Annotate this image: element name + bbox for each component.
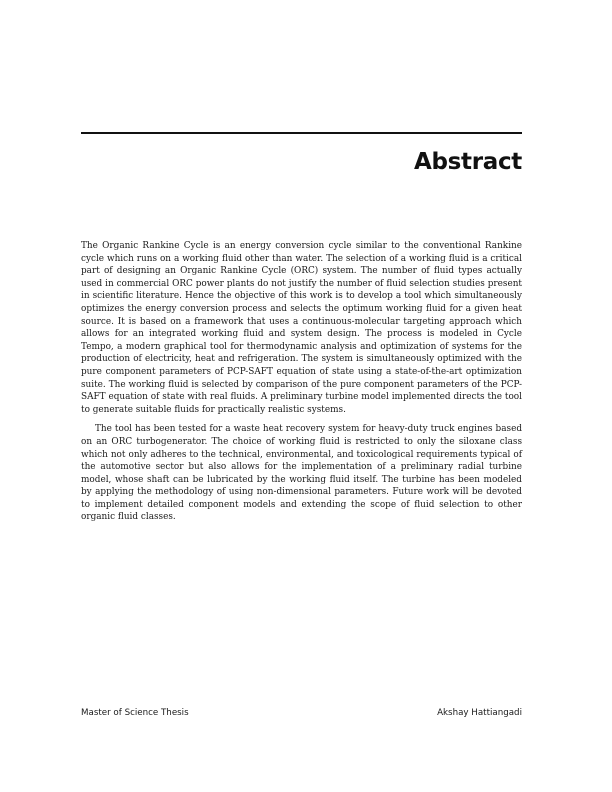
abstract-paragraph-1: The Organic Rankine Cycle is an energy conversion cycle similar to the conventional Rankine cycle which runs on a working fluid other than water. The selection of a working fluid is a critical part of designing an Organic Rankine Cycle (ORC) system. The number of fluid types actually used in commercial ORC power plants do not justify the number of fluid selection studies present in scientific literature. Hence the objective of this work is to develop a tool which simultaneously optimizes the energy conversion process and selects the optimum working fluid for a given heat source. It is based on a framework that uses a continuous-molecular targeting approach which allows for an integrated working fluid and system design. The process is modeled in Cycle Tempo, a modern graphical tool for thermodynamic analysis and optimization of systems for the production of electricity, heat and refrigeration. The system is simultaneously optimized with the pure component parameters of PCP-SAFT equation of state using a state-of-the-art optimization suite. The working fluid is selected by comparison of the pure component parameters of the PCP-SAFT equation of state with real fluids. A preliminary turbine model implemented directs the tool to generate suitable fluids for practically realistic systems.	[81, 241, 522, 415]
footer-thesis-label: Master of Science Thesis	[81, 708, 189, 718]
abstract-paragraph-2: The tool has been tested for a waste heat recovery system for heavy-duty truck engines based on an ORC turbogenerator. The choice of working fluid is restricted to only the siloxane class which not only adheres to the technical, environmental, and toxicological requirements typical of the automotive sector but also allows for the implementation of a preliminary radial turbine model, whose shaft can be lubricated by the working fluid itself. The turbine has been modeled by applying the methodology of using non-dimensional parameters. Future work will be devoted to implement detailed component models and extending the scope of fluid selection to other organic fluid classes.	[81, 424, 522, 523]
page-title: Abstract	[413, 149, 522, 175]
abstract-body	[81, 240, 522, 524]
header-rule	[81, 132, 522, 134]
footer-author-name: Akshay Hattiangadi	[437, 708, 522, 718]
